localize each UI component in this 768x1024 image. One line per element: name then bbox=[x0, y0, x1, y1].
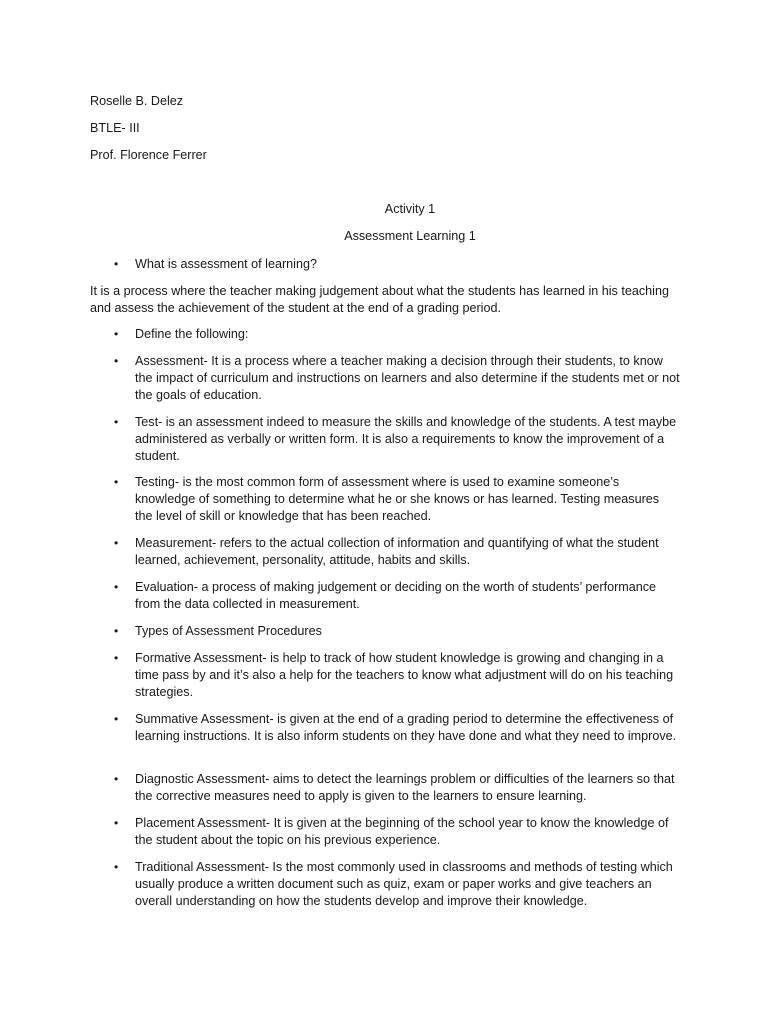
bullet-icon: • bbox=[114, 624, 119, 638]
bullet-icon: • bbox=[114, 257, 119, 271]
student-section: BTLE- III bbox=[90, 121, 140, 135]
subject-title: Assessment Learning 1 bbox=[344, 229, 476, 243]
list-item-text: Summative Assessment- is given at the end of a grading period to determine the effectiveness of learning instructions. It is also inform students on they have done and what they need to improve. bbox=[135, 712, 677, 743]
list-item-text: Types of Assessment Procedures bbox=[135, 624, 322, 638]
list-item-text: Diagnostic Assessment- aims to detect the learnings problem or difficulties of the learners so that the corrective measures need to apply is given to the learners to ensure learning. bbox=[135, 772, 675, 803]
list-item-text: Define the following: bbox=[135, 327, 249, 341]
question-text: What is assessment of learning? bbox=[135, 257, 317, 271]
list-item-text: Measurement- refers to the actual collection of information and quantifying of what the student learned, achievement, personality, attitude, habits and skills. bbox=[135, 536, 659, 567]
list-item-text: Placement Assessment- It is given at the beginning of the school year to know the knowledge of the student about the topic on his previous experience. bbox=[135, 816, 669, 847]
list-item-text: Evaluation- a process of making judgement or deciding on the worth of students’ performance from the data collected in measurement. bbox=[135, 580, 657, 611]
professor-name: Prof. Florence Ferrer bbox=[90, 148, 207, 162]
bullet-icon: • bbox=[114, 415, 119, 429]
bullet-icon: • bbox=[114, 536, 119, 550]
list-item-text: Test- is an assessment indeed to measure the skills and knowledge of the students. A test maybe administered as verbally or written form. It is also a requirements to know the improvement of a student. bbox=[135, 415, 677, 463]
answer-paragraph: It is a process where the teacher making judgement about what the students has learned in his teaching and assess the achievement of the student at the end of a grading period. bbox=[90, 284, 669, 315]
list-item-text: Formative Assessment- is help to track of how student knowledge is growing and changing in a time pass by and it’s also a help for the teachers to know what adjustment will do on his teaching strategies. bbox=[135, 651, 674, 699]
bullet-icon: • bbox=[114, 651, 119, 665]
list-item-text: Assessment- It is a process where a teacher making a decision through their students, to know the impact of curriculum and instructions on learners and also determine if the students met or not the goals of education. bbox=[135, 354, 680, 402]
bullet-icon: • bbox=[114, 772, 119, 786]
bullet-icon: • bbox=[114, 816, 119, 830]
student-name: Roselle B. Delez bbox=[90, 94, 184, 108]
bullet-icon: • bbox=[114, 327, 119, 341]
list-item-text: Testing- is the most common form of assessment where is used to examine someone’s knowledge of something to determine what he or she knows or has learned. Testing measures the level of skill or knowledge that has been reached. bbox=[135, 475, 660, 523]
list-item-text: Traditional Assessment- Is the most commonly used in classrooms and methods of testing which usually produce a written document such as quiz, exam or paper works and give teachers an overall understanding on how the students develop and improve their knowledge. bbox=[135, 860, 673, 908]
bullet-icon: • bbox=[114, 354, 119, 368]
bullet-icon: • bbox=[114, 712, 119, 726]
activity-title: Activity 1 bbox=[384, 202, 436, 216]
bullet-icon: • bbox=[114, 860, 119, 874]
bullet-icon: • bbox=[114, 475, 119, 489]
bullet-icon: • bbox=[114, 580, 119, 594]
